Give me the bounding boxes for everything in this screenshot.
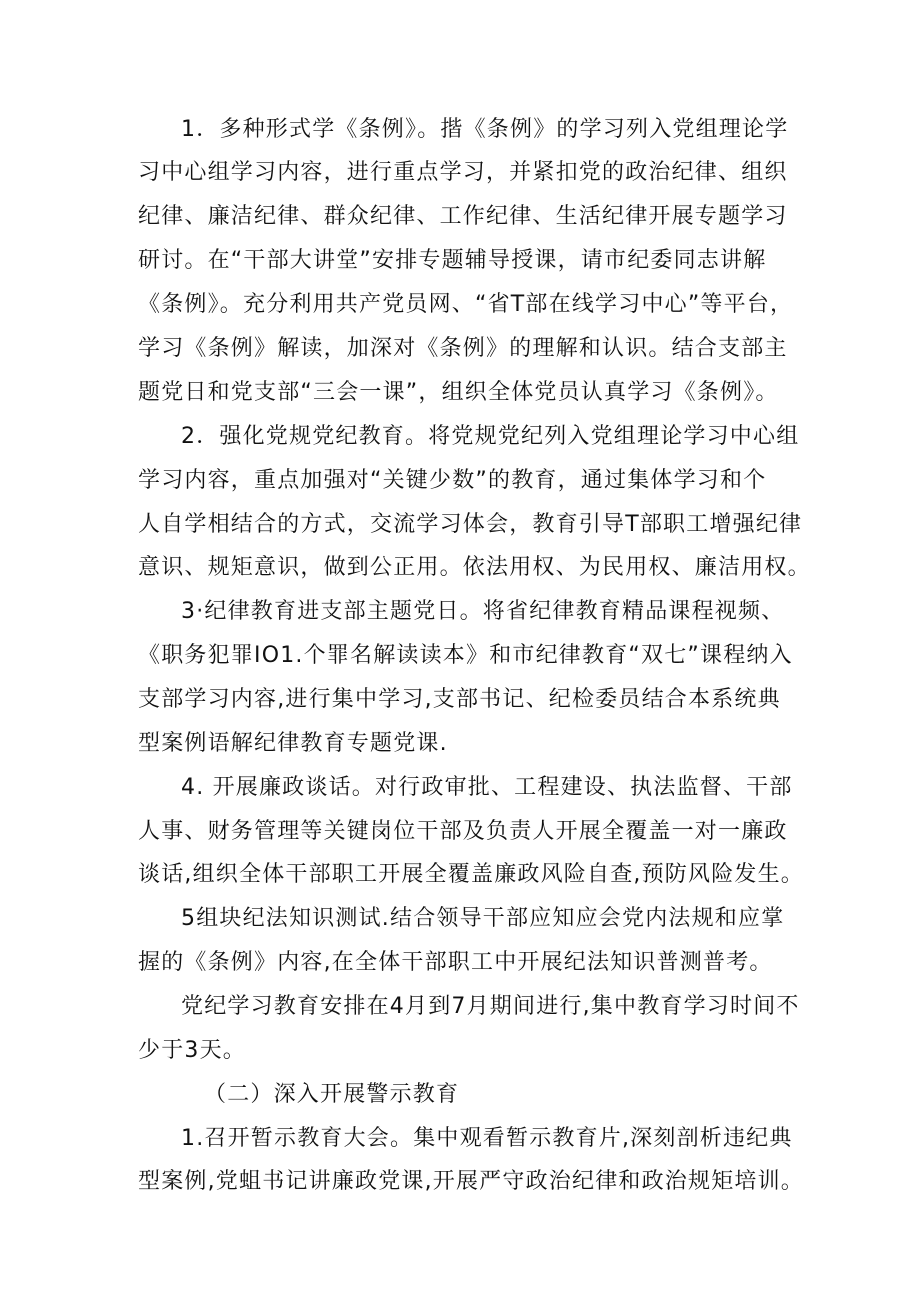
- paragraph-3-line-2: 《职务犯罪IO1.个罪名解读读本》和市纪律教育“双七”课程纳入: [138, 643, 793, 668]
- paragraph-3-line-1: 3·纪律教育进支部主题党日。将省纪律教育精品课程视频、: [181, 599, 785, 624]
- paragraph-3-line-3: 支部学习内容,进行集中学习,支部书记、纪检委员结合本系统典: [138, 687, 781, 712]
- paragraph-4-line-3: 谈话,组织全体干部职工开展全覆盖廉政风险自查,预防风险发生。: [138, 862, 804, 887]
- paragraph-2-line-2: 学习内容，重点加强对“关键少数”的教育，通过集体学习和个: [138, 468, 767, 493]
- paragraph-2-line-4: 意识、规矩意识，做到公正用。依法用权、为民用权、廉洁用权。: [138, 555, 811, 580]
- paragraph-1-line-1: 1．多种形式学《条例》。揩《条例》的学习列入党组理论学: [181, 117, 789, 142]
- paragraph-4-line-2: 人事、财务管理等关键岗位干部及负责人开展全覆盖一对一廉政: [138, 819, 788, 844]
- paragraph-1-line-7: 题党日和党支部“三会一课”，组织全体党员认真学习《条例》。: [138, 380, 779, 405]
- paragraph-7-line-1: 1.召开暂示教育大会。集中观看暂示教育片,深刻剖析违纪典: [181, 1126, 793, 1151]
- paragraph-1-line-4: 研讨。在“干部大讲堂”安排专题辅导授课，请市纪委同志讲解: [138, 248, 767, 273]
- paragraph-4-line-1: 4. 开展廉政谈话。对行政审批、工程建设、执法监督、干部: [181, 775, 793, 800]
- paragraph-6-line-2: 少于3天。: [138, 1038, 246, 1063]
- paragraph-5-line-1: 5组块纪法知识测试.结合领导干部应知应会党内法规和应掌: [181, 906, 785, 931]
- paragraph-6-line-1: 党纪学习教育安排在4月到7月期间进行,集中教育学习时间不: [181, 994, 800, 1019]
- paragraph-2-line-1: 2．强化党规党纪教育。将党规党纪列入党组理论学习中心组: [181, 424, 800, 449]
- paragraph-7-line-2: 型案例,党蛆书记讲廉政党课,开展严守政治纪律和政治规矩培训。: [138, 1169, 804, 1194]
- paragraph-1-line-6: 学习《条例》解读，加深对《条例》的理解和认识。结合支部主: [138, 336, 788, 361]
- paragraph-5-line-2: 握的《条例》内容,在全体干部职工中开展纪法知识普测普考。: [138, 950, 773, 975]
- paragraph-2-line-3: 人自学相结合的方式，交流学习体会，教育引导T部职工增强纪律: [138, 512, 803, 537]
- paragraph-1-line-2: 习中心组学习内容，进行重点学习，并紧扣党的政治纪律、组织: [138, 160, 788, 185]
- section-heading: （二）深入开展警示教育: [204, 1082, 460, 1107]
- paragraph-1-line-3: 纪律、廉洁纪律、群众纪律、工作纪律、生活纪律开展专题学习: [138, 204, 788, 229]
- paragraph-1-line-5: 《条例》。充分利用共产党员网、“省T部在线学习中心”等平台，: [138, 292, 794, 317]
- paragraph-3-line-4: 型案例语解纪律教育专题党课.: [138, 731, 448, 756]
